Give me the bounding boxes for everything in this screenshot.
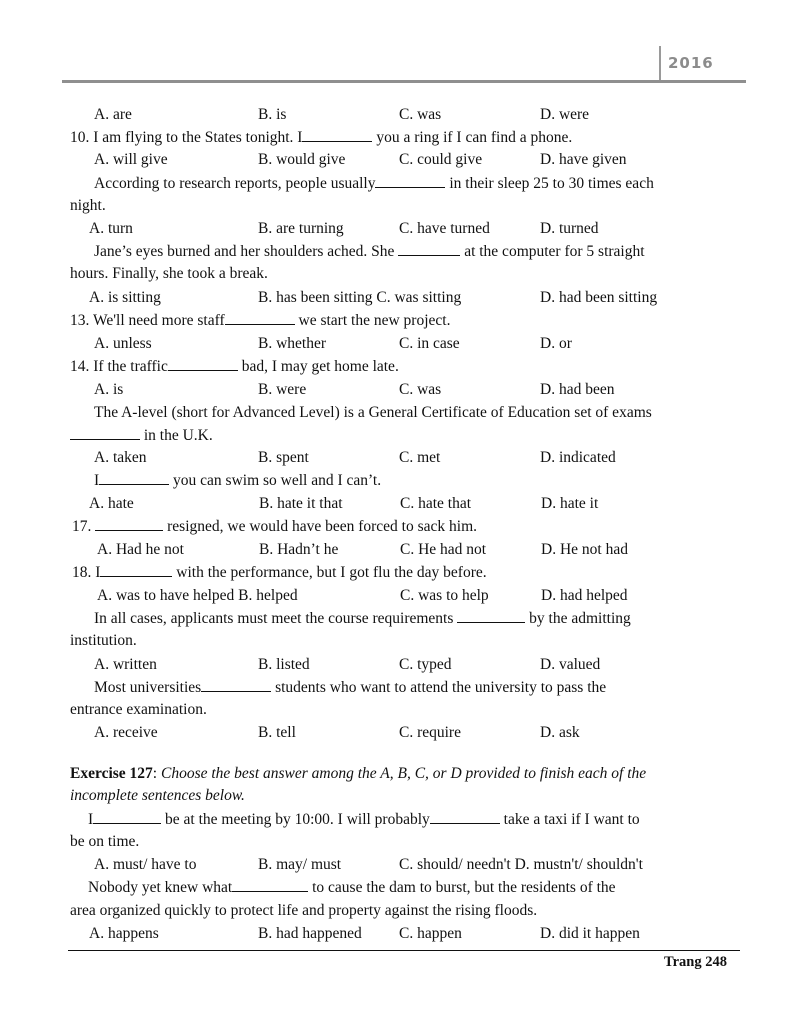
header-year: 2016 xyxy=(668,54,714,72)
answer-blank xyxy=(225,311,295,325)
answer-blank xyxy=(232,878,308,892)
e2-option-d: D. did it happen xyxy=(540,925,640,942)
e1-stem-cont: be on time. xyxy=(70,833,140,850)
q15-option-b: B. spent xyxy=(258,449,309,466)
header-rule xyxy=(62,80,746,83)
q16-option-a: A. hate xyxy=(89,495,134,512)
q15-option-a: A. taken xyxy=(94,449,147,466)
e2-option-a: A. happens xyxy=(89,925,159,942)
answer-blank xyxy=(375,174,445,188)
q20-stem: Most universities students who want to attend the university to pass the xyxy=(94,679,607,696)
answer-blank xyxy=(398,242,460,256)
q10-option-c: C. could give xyxy=(399,151,483,168)
q14-option-c: C. was xyxy=(399,381,442,398)
q15-stem-cont: in the U.K. xyxy=(70,426,213,446)
e2-stem: Nobody yet knew what to cause the dam to burst, but the residents of the xyxy=(88,879,616,896)
q12-option-d: D. had been sitting xyxy=(540,289,658,306)
q17-option-d: D. He not had xyxy=(541,541,628,558)
q13-option-c: C. in case xyxy=(399,335,460,352)
q9-option-d: D. were xyxy=(540,106,590,123)
answer-blank xyxy=(70,426,140,440)
exercise-instructions-cont: incomplete sentences below. xyxy=(70,787,245,804)
exercise-heading: Exercise 127: Choose the best answer among the A, B, C, or D provided to finish each of the xyxy=(70,765,647,782)
q9-option-a: A. are xyxy=(94,106,132,123)
q13-option-d: D. or xyxy=(540,335,572,352)
q13-option-b: B. whether xyxy=(258,335,327,352)
answer-blank xyxy=(93,810,161,824)
q12-option-a: A. is sitting xyxy=(89,289,161,306)
footer-rule xyxy=(68,950,740,951)
answer-blank xyxy=(457,609,525,623)
q19-stem: In all cases, applicants must meet the course requirements by the admitting xyxy=(94,610,631,627)
q14-option-a: A. is xyxy=(94,381,124,398)
q11-option-d: D. turned xyxy=(540,220,599,237)
q18-option-c: C. was to help xyxy=(400,587,489,604)
q10-option-a: A. will give xyxy=(94,151,168,168)
q16-option-c: C. hate that xyxy=(400,495,472,512)
q17-option-a: A. Had he not xyxy=(97,541,184,558)
q14-stem: 14. If the traffic bad, I may get home late. xyxy=(70,358,399,375)
q11-option-a: A. turn xyxy=(89,220,133,237)
q18-stem: 18. I with the performance, but I got flu the day before. xyxy=(72,564,487,581)
q17-option-c: C. He had not xyxy=(400,541,487,558)
q20-option-c: C. require xyxy=(399,724,461,741)
q17-stem: 17. resigned, we would have been forced to sack him. xyxy=(72,518,478,535)
q13-option-a: A. unless xyxy=(94,335,152,352)
q11-option-c: C. have turned xyxy=(399,220,490,237)
answer-blank xyxy=(201,678,271,692)
e2-option-b: B. had happened xyxy=(258,925,362,942)
q20-stem-cont: entrance examination. xyxy=(70,701,207,718)
answer-blank xyxy=(430,810,500,824)
q20-option-a: A. receive xyxy=(94,724,158,741)
q20-option-d: D. ask xyxy=(540,724,580,741)
q19-stem-cont: institution. xyxy=(70,632,137,649)
e2-stem-cont: area organized quickly to protect life and property against the rising floods. xyxy=(70,902,538,919)
q15-stem: The A-level (short for Advanced Level) is a General Certificate of Education set of exams xyxy=(94,404,652,421)
q11-option-b: B. are turning xyxy=(258,220,344,237)
q14-option-d: D. had been xyxy=(540,381,615,398)
e2-option-c: C. happen xyxy=(399,925,462,942)
e1-option-a: A. must/ have to xyxy=(94,856,197,873)
answer-blank xyxy=(99,471,169,485)
q11-stem: According to research reports, people usually in their sleep 25 to 30 times each xyxy=(94,175,654,192)
q10-option-d: D. have given xyxy=(540,151,627,168)
q16-option-d: D. hate it xyxy=(541,495,599,512)
answer-blank xyxy=(100,563,172,577)
header-divider xyxy=(659,46,661,82)
q18-option-d: D. had helped xyxy=(541,587,628,604)
e1-option-b: B. may/ must xyxy=(258,856,342,873)
q10-option-b: B. would give xyxy=(258,151,346,168)
q17-option-b: B. Hadn’t he xyxy=(259,541,339,558)
q14-option-b: B. were xyxy=(258,381,307,398)
q16-stem: I you can swim so well and I can’t. xyxy=(94,472,382,489)
answer-blank xyxy=(168,357,238,371)
q19-option-a: A. written xyxy=(94,656,157,673)
exercise-instructions: Choose the best answer among the A, B, C, or D provided to finish each of the xyxy=(160,765,647,782)
q18-option-ab: A. was to have helped B. helped xyxy=(97,587,298,604)
answer-blank xyxy=(302,128,372,142)
q15-option-d: D. indicated xyxy=(540,449,616,466)
answer-blank xyxy=(95,517,163,531)
q12-stem-cont: hours. Finally, she took a break. xyxy=(70,265,268,282)
q12-option-bc: B. has been sitting C. was sitting xyxy=(258,289,462,306)
q20-option-b: B. tell xyxy=(258,724,296,741)
q19-option-c: C. typed xyxy=(399,656,452,673)
page-number: Trang 248 xyxy=(664,954,727,970)
q12-stem: Jane’s eyes burned and her shoulders ached. She at the computer for 5 straight xyxy=(94,243,645,260)
q9-option-c: C. was xyxy=(399,106,442,123)
q19-option-b: B. listed xyxy=(258,656,310,673)
e1-stem: I be at the meeting by 10:00. I will probably take a taxi if I want to xyxy=(88,811,640,828)
q11-stem-cont: night. xyxy=(70,197,106,214)
q16-option-b: B. hate it that xyxy=(259,495,343,512)
q13-stem: 13. We'll need more staff we start the new project. xyxy=(70,312,451,329)
q10-stem: 10. I am flying to the States tonight. I you a ring if I can find a phone. xyxy=(70,129,573,146)
q9-option-b: B. is xyxy=(258,106,287,123)
e1-option-cd: C. should/ needn't D. mustn't/ shouldn't xyxy=(399,856,643,873)
q19-option-d: D. valued xyxy=(540,656,601,673)
q15-option-c: C. met xyxy=(399,449,441,466)
exercise-title: Exercise 127 xyxy=(70,765,153,782)
